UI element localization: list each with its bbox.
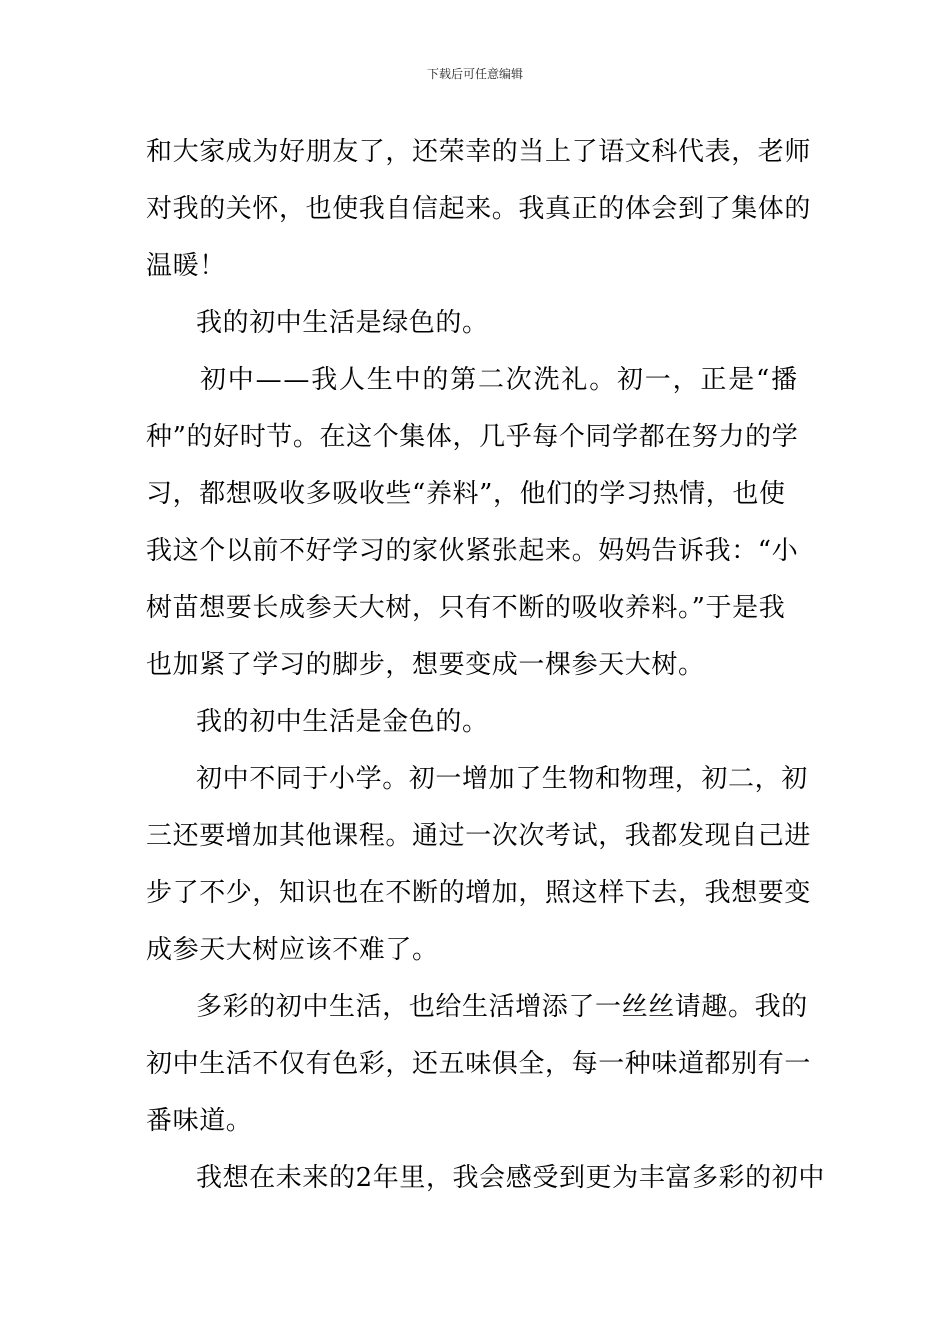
- text-line: 多彩的初中生活，也给生活增添了一丝丝请趣。我的: [196, 992, 808, 1022]
- text-line: 我这个以前不好学习的家伙紧张起来。妈妈告诉我：“小: [146, 536, 799, 566]
- text-line: 树苗想要长成参天大树，只有不断的吸收养料。”于是我: [146, 593, 786, 623]
- text-line: 我想在未来的2年里，我会感受到更为丰富多彩的初中: [196, 1163, 825, 1193]
- page-header: 下载后可任意编辑: [426, 67, 523, 81]
- text-line: 初中——我人生中的第二次洗礼。初一，正是“播: [200, 365, 799, 395]
- text-line: 和大家成为好朋友了，还荣幸的当上了语文科代表，老师: [146, 137, 812, 167]
- text-line: 番味道。: [146, 1106, 253, 1136]
- text-line: 也加紧了学习的脚步，想要变成一棵参天大树。: [146, 650, 705, 680]
- text-line: 种”的好时节。在这个集体，几乎每个同学都在努力的学: [146, 422, 799, 452]
- text-line: 步了不少，知识也在不断的增加，照这样下去，我想要变: [146, 878, 812, 908]
- text-line: 成参天大树应该不难了。: [146, 935, 439, 965]
- text-line: 对我的关怀，也使我自信起来。我真正的体会到了集体的: [146, 194, 812, 224]
- text-line: 我的初中生活是金色的。: [196, 707, 489, 737]
- text-line: 三还要增加其他课程。通过一次次考试，我都发现自己进: [146, 821, 812, 851]
- text-line: 初中不同于小学。初一增加了生物和物理，初二，初: [196, 764, 808, 794]
- text-line: 习，都想吸收多吸收些“养料”，他们的学习热情，也使: [146, 479, 786, 509]
- text-line: 温暖！: [146, 251, 226, 281]
- text-line: 初中生活不仅有色彩，还五味俱全，每一种味道都别有一: [146, 1049, 812, 1079]
- text-line: 我的初中生活是绿色的。: [196, 308, 489, 338]
